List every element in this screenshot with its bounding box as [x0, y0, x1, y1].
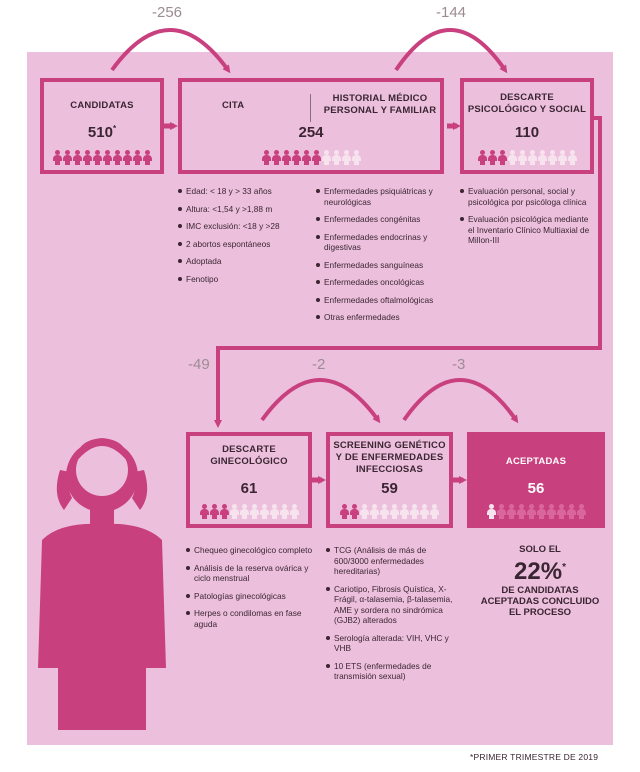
list-item: Herpes o condilomas en fase aguda: [186, 608, 316, 629]
person-icon: [280, 504, 289, 519]
person-icon: [557, 504, 566, 519]
people-row: [464, 150, 590, 165]
person-icon: [250, 504, 259, 519]
person-icon: [410, 504, 419, 519]
person-icon: [478, 150, 487, 165]
stage-title: DESCARTE GINECOLÓGICO: [210, 444, 288, 467]
person-icon: [230, 504, 239, 519]
person-icon: [567, 504, 576, 519]
stage-title-historial: HISTORIAL MÉDICO PERSONAL Y FAMILIAR: [323, 93, 437, 116]
person-icon: [143, 150, 152, 165]
summary-pct: 22%*: [514, 558, 566, 585]
person-icon: [322, 150, 331, 165]
delta-144: -144: [436, 4, 467, 21]
person-icon: [498, 150, 507, 165]
list-item: IMC exclusión: <18 y >28: [178, 221, 308, 232]
stage-screening: [326, 432, 453, 528]
list-historial: [316, 186, 450, 330]
stage-count: 61: [240, 480, 258, 497]
person-icon: [577, 504, 586, 519]
stage-descarte-ginecologico: [186, 432, 312, 528]
person-icon: [260, 504, 269, 519]
list-item: Enfermedades psiquiátricas y neurológicas: [316, 186, 450, 207]
person-icon: [332, 150, 341, 165]
person-icon: [53, 150, 62, 165]
person-icon: [103, 150, 112, 165]
list-cita: [178, 186, 308, 291]
person-icon: [497, 504, 506, 519]
list-psico: [460, 186, 594, 253]
list-item: Enfermedades endocrinas y digestivas: [316, 232, 450, 253]
person-icon: [537, 504, 546, 519]
stage-title-cita: CITA: [222, 100, 245, 111]
delta-49: -49: [188, 356, 210, 373]
person-icon: [488, 150, 497, 165]
summary-text: [478, 544, 602, 618]
person-icon: [83, 150, 92, 165]
person-icon: [528, 150, 537, 165]
stage-cita-historial: [178, 78, 444, 174]
list-item: Evaluación personal, social y psicológica por psicóloga clínica: [460, 186, 594, 207]
person-icon: [240, 504, 249, 519]
stage-descarte-psicologico: [460, 78, 594, 174]
person-icon: [400, 504, 409, 519]
person-icon: [380, 504, 389, 519]
list-item: Enfermedades congénitas: [316, 214, 450, 225]
stage-count: 254: [298, 124, 324, 141]
person-icon: [272, 150, 281, 165]
stage-title: CANDIDATAS: [70, 100, 134, 111]
delta-2: -2: [312, 356, 326, 373]
list-item: Enfermedades oftalmológicas: [316, 295, 450, 306]
person-icon: [507, 504, 516, 519]
person-icon: [370, 504, 379, 519]
person-icon: [340, 504, 349, 519]
list-item: Otras enfermedades: [316, 312, 450, 323]
person-icon: [518, 150, 527, 165]
list-item: Análisis de la reserva ovárica y ciclo menstrual: [186, 563, 316, 584]
person-icon: [508, 150, 517, 165]
person-icon: [350, 504, 359, 519]
list-item: Enfermedades sanguíneas: [316, 260, 450, 271]
list-item: Evaluación psicológica mediante el Inventario Clínico Multiaxial de Millon-III: [460, 214, 594, 246]
summary-line4: EL PROCESO: [508, 607, 572, 618]
arc-arrow-2: [262, 380, 378, 420]
list-item: Enfermedades oncológicas: [316, 277, 450, 288]
person-icon: [420, 504, 429, 519]
list-item: 2 abortos espontáneos: [178, 239, 308, 250]
person-icon: [390, 504, 399, 519]
people-row: [190, 504, 308, 519]
stage-count: 510*: [87, 124, 117, 141]
delta-256: -256: [152, 4, 183, 21]
person-icon: [73, 150, 82, 165]
list-item: Patologías ginecológicas: [186, 591, 316, 602]
list-item: Fenotipo: [178, 274, 308, 285]
person-icon: [220, 504, 229, 519]
person-icon: [360, 504, 369, 519]
stage-aceptadas: [467, 432, 605, 528]
person-icon: [538, 150, 547, 165]
person-icon: [558, 150, 567, 165]
people-row: [44, 150, 160, 165]
arc-arrow-3: [404, 380, 516, 420]
person-icon: [302, 150, 311, 165]
stage-count: 110: [514, 124, 540, 141]
person-icon: [487, 504, 496, 519]
delta-3: -3: [452, 356, 466, 373]
person-icon: [547, 504, 556, 519]
list-item: Cariotipo, Fibrosis Quística, X-Frágil, α-talasemia, β-talasemia, AME y sordera no sindrómica (GJB2) alterados: [326, 584, 458, 626]
stage-title: SCREENING GENÉTICO Y DE ENFERMEDADES INFECCIOSAS: [333, 440, 446, 475]
person-icon: [93, 150, 102, 165]
person-icon: [282, 150, 291, 165]
person-icon: [133, 150, 142, 165]
footnote: *PRIMER TRIMESTRE DE 2019: [470, 752, 599, 762]
person-icon: [262, 150, 271, 165]
person-icon: [292, 150, 301, 165]
person-icon: [352, 150, 361, 165]
list-item: Chequeo ginecológico completo: [186, 545, 316, 556]
divider: [310, 94, 311, 122]
stage-title: DESCARTE PSICOLÓGICO Y SOCIAL: [467, 92, 587, 115]
list-item: Altura: <1,54 y >1,88 m: [178, 204, 308, 215]
person-icon: [527, 504, 536, 519]
arc-arrow-144: [396, 30, 505, 70]
stage-count: 59: [381, 480, 398, 497]
person-icon: [312, 150, 321, 165]
person-icon: [430, 504, 439, 519]
people-row: [182, 150, 440, 165]
list-item: Serología alterada: VIH, VHC y VHB: [326, 633, 458, 654]
stage-title: ACEPTADAS: [505, 456, 567, 467]
person-icon: [63, 150, 72, 165]
list-item: Adoptada: [178, 256, 308, 267]
people-row: [471, 504, 601, 519]
person-icon: [568, 150, 577, 165]
summary-line1: SOLO EL: [519, 544, 561, 555]
person-icon: [200, 504, 209, 519]
person-icon: [548, 150, 557, 165]
person-icon: [517, 504, 526, 519]
person-icon: [290, 504, 299, 519]
arc-arrow-256: [112, 30, 228, 70]
list-item: 10 ETS (enfermedades de transmisión sexual): [326, 661, 458, 682]
summary-line2: DE CANDIDATAS: [501, 585, 579, 596]
person-icon: [210, 504, 219, 519]
list-gine: [186, 545, 316, 636]
person-icon: [342, 150, 351, 165]
person-icon: [113, 150, 122, 165]
people-row: [330, 504, 449, 519]
list-item: TCG (Análisis de más de 600/3000 enfermedades hereditarias): [326, 545, 458, 577]
summary-line3: ACEPTADAS CONCLUIDO: [480, 596, 600, 607]
person-icon: [270, 504, 279, 519]
person-icon: [123, 150, 132, 165]
list-item: Edad: < 18 y > 33 años: [178, 186, 308, 197]
stage-count: 56: [527, 480, 545, 497]
stage-candidatas: [40, 78, 164, 174]
list-screening: [326, 545, 458, 689]
